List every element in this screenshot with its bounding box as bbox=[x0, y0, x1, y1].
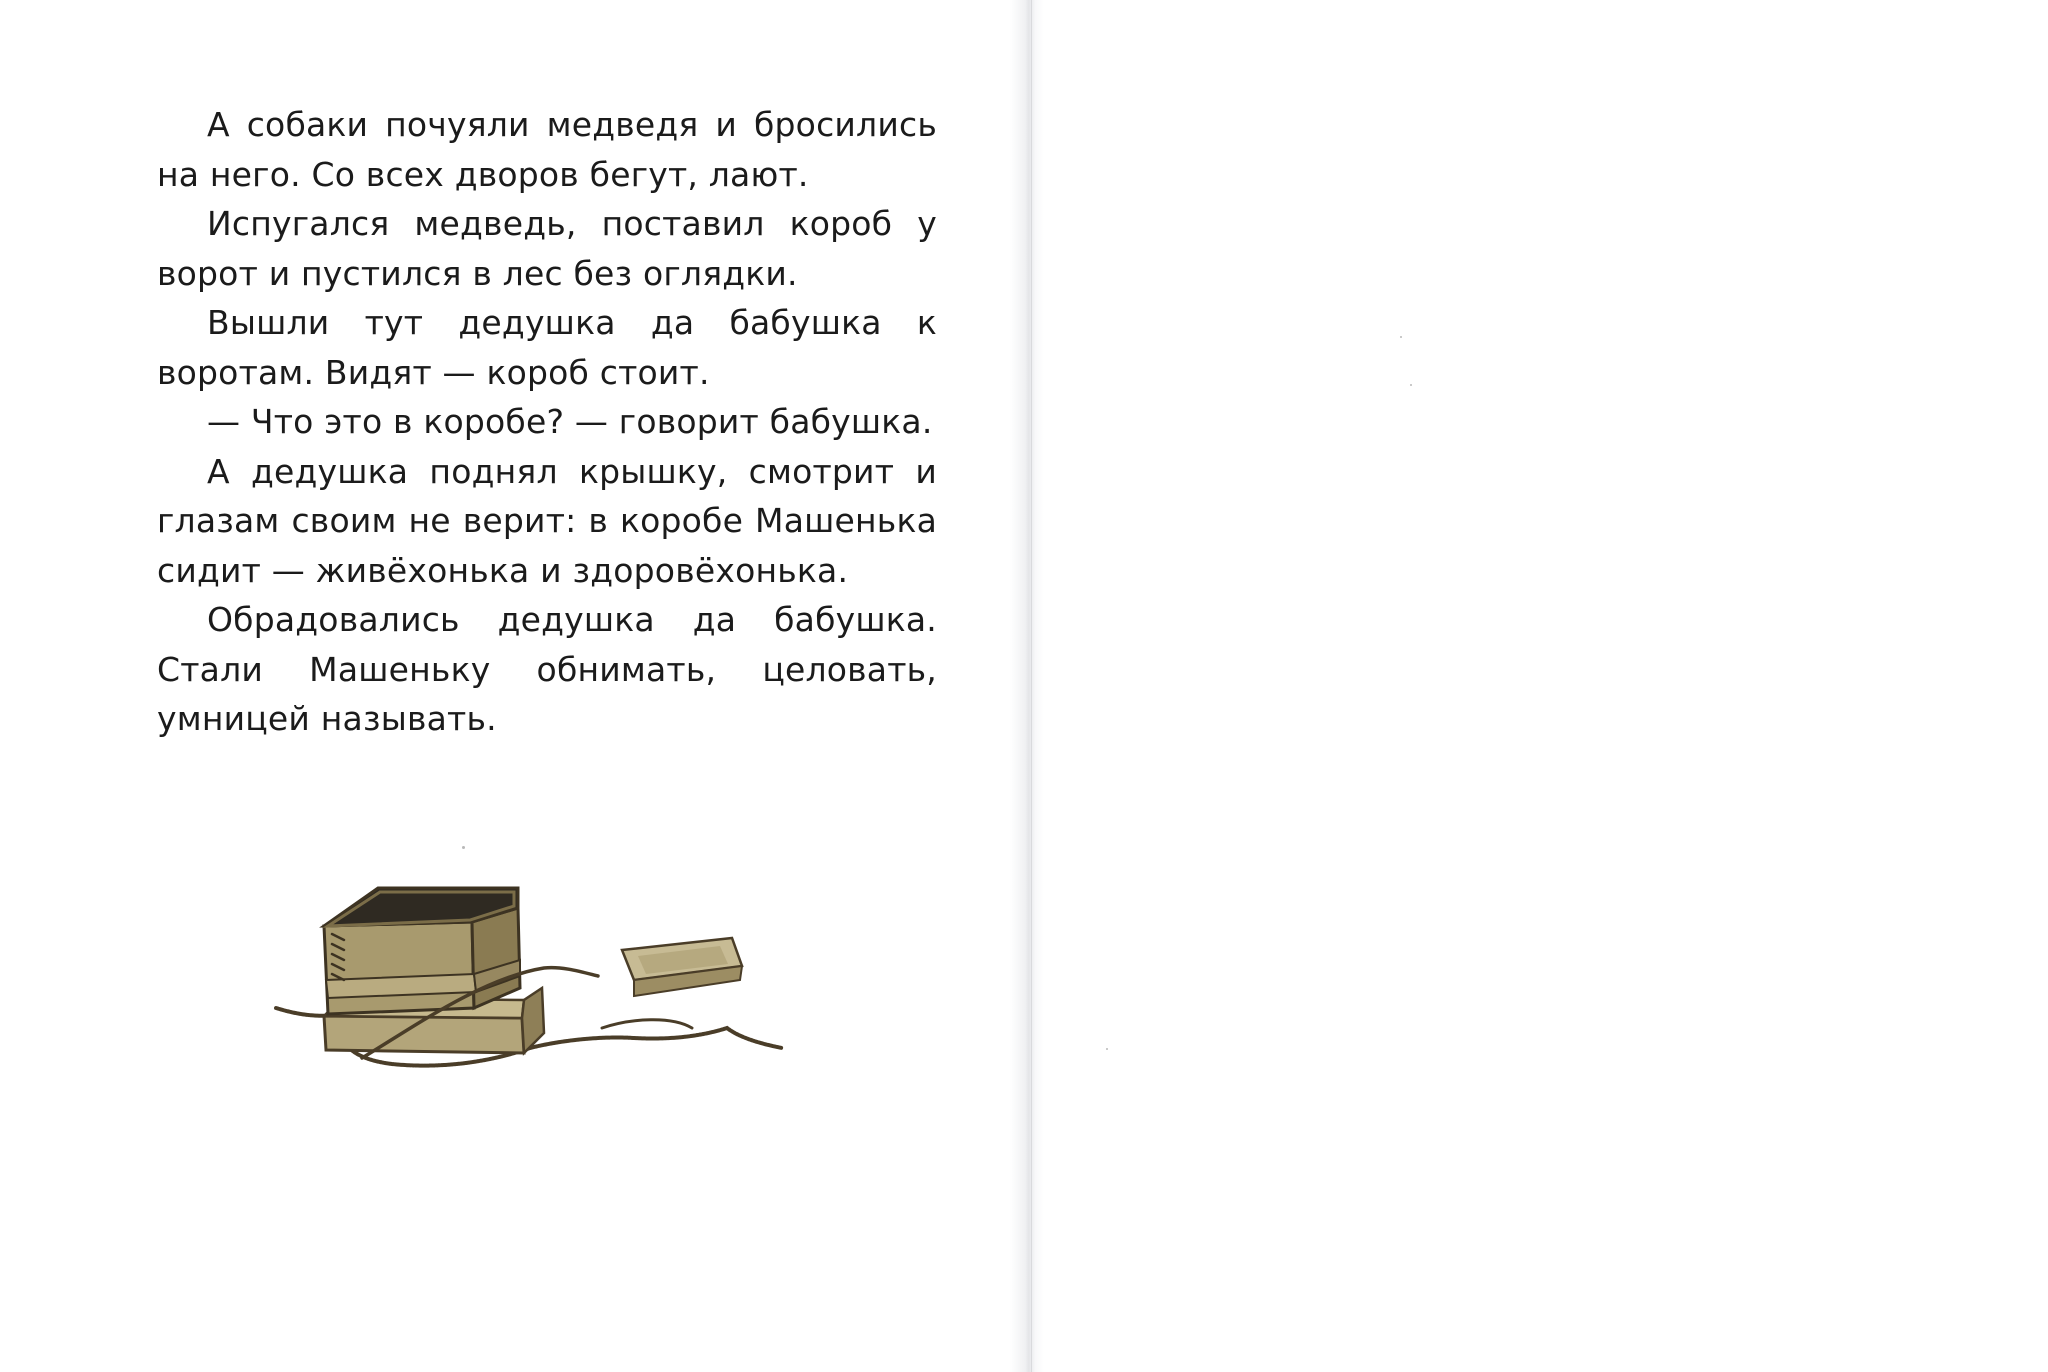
paragraph-3: Вышли тут дедушка да бабушка к воротам. Видят — короб стоит. bbox=[157, 303, 937, 392]
book-gutter bbox=[1010, 0, 1044, 1372]
paragraph-4: — Что это в коробе? — говорит бабушка. bbox=[207, 402, 933, 441]
box-side bbox=[472, 908, 520, 1008]
paper-speck bbox=[1400, 336, 1402, 338]
paper-speck bbox=[1106, 1048, 1108, 1050]
paper-speck bbox=[462, 846, 465, 849]
box-illustration bbox=[262, 868, 822, 1088]
right-page bbox=[1026, 0, 2048, 1372]
rope-loop-2 bbox=[602, 1020, 692, 1028]
paragraph-1: А собаки почуяли медведя и бросились на него. Со всех дворов бегут, лают. bbox=[157, 105, 937, 194]
paragraph-2: Испугался медведь, поставил короб у ворот и пустился в лес без оглядки. bbox=[157, 204, 937, 293]
paragraph-6: Обрадовались дедушка да бабушка. Стали Машеньку обнимать, целовать, умницей называть. bbox=[157, 600, 937, 738]
box-front bbox=[324, 922, 474, 1014]
gutter-fold-line bbox=[1031, 0, 1032, 1372]
base-side bbox=[522, 988, 544, 1053]
paragraph-5: А дедушка поднял крышку, смотрит и глазам своим не верит: в коробе Машенька сидит — живёхонька и здоровёхонька. bbox=[157, 451, 937, 590]
paper-speck bbox=[1410, 384, 1412, 386]
story-text bbox=[157, 100, 937, 744]
